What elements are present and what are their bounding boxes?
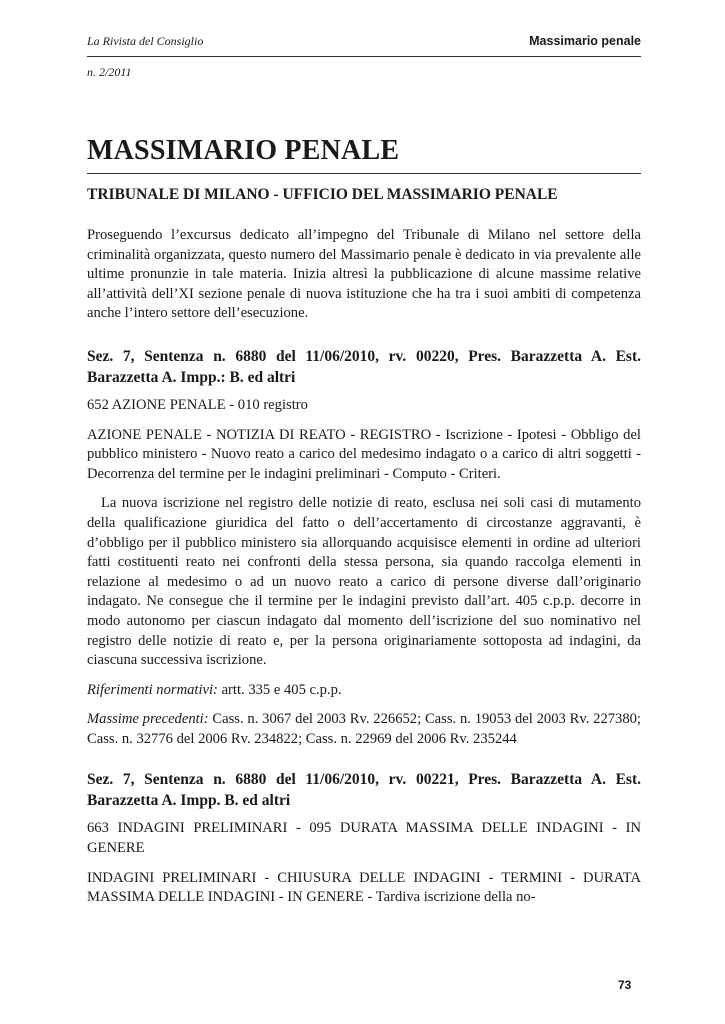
entry-previous-maxims [87, 710, 641, 749]
entry-keywords: INDAGINI PRELIMINARI - CHIUSURA DELLE INDAGINI - TERMINI - DURATA MASSIMA DELLE INDAGINI - IN GENERE - Tardiva iscrizione della no- [87, 869, 641, 906]
entry-body: La nuova iscrizione nel registro delle notizie di reato, esclusa nei soli casi di mutamento della qualificazione giuridica del fatto o dell’accertamento di circostanze aggravanti, è d’obbligo per il pubblico ministero sia allorquando acquisisce elementi in ordine ad ulteriori fatti costituenti reato nei confronti della stessa persona, sia quando raccolga elementi in relazione al medesimo o ad un nuovo reato a carico di persone diverse dall’originario indagato. Ne consegue che il termine per le indagini previsto dall’art. 405 c.p.p. decorre in modo autonomo per ciascun indagato dal momento dell’iscrizione del suo nominativo nel registro delle notizie di reato e, per la persona originariamente sottoposta ad indagini, da ciascuna successiva iscrizione. [87, 495, 641, 669]
previous-maxims-text: Cass. n. 3067 del 2003 Rv. 226652; Cass. n. 19053 del 2003 Rv. 227380; Cass. n. 32776 del 2006 Rv. 234822; Cass. n. 22969 del 2006 Rv. 235244 [87, 711, 641, 747]
entry-references [87, 681, 641, 701]
page-number: 73 [618, 978, 632, 992]
document-page [87, 34, 641, 908]
references-label: Riferimenti normativi: [87, 681, 218, 698]
title-rule [87, 173, 641, 174]
entry-keywords: AZIONE PENALE - NOTIZIA DI REATO - REGISTRO - Iscrizione - Ipotesi - Obbligo del pubblico ministero - Nuovo reato a carico del medesimo indagato o a carico di altri soggetti - Decorrenza del termine per le indagini preliminari - Computo - Criteri. [87, 426, 641, 482]
page-subtitle: TRIBUNALE DI MILANO - UFFICIO DEL MASSIMARIO PENALE [87, 186, 558, 203]
entry-classification: 663 INDAGINI PRELIMINARI - 095 DURATA MASSIMA DELLE INDAGINI - IN GENERE [87, 820, 641, 857]
previous-maxims-label: Massime precedenti: [87, 711, 209, 728]
running-header [87, 34, 641, 56]
entry-heading: Sez. 7, Sentenza n. 6880 del 11/06/2010, rv. 00221, Pres. Barazzetta A. Est. Barazzetta A. Impp. B. ed altri [87, 771, 641, 810]
entry-classification: 652 AZIONE PENALE - 010 registro [87, 396, 308, 413]
issue-number: n. 2/2011 [87, 65, 132, 79]
header-rule [87, 56, 641, 57]
section-name: Massimario penale [529, 34, 641, 48]
journal-name: La Rivista del Consiglio [87, 34, 204, 48]
entry-heading: Sez. 7, Sentenza n. 6880 del 11/06/2010, rv. 00220, Pres. Barazzetta A. Est. Barazzetta A. Impp.: B. ed altri [87, 347, 641, 386]
references-text: artt. 335 e 405 c.p.p. [217, 681, 342, 698]
page-title: MASSIMARIO PENALE [87, 135, 400, 166]
intro-paragraph: Proseguendo l’excursus dedicato all’impegno del Tribunale di Milano nel settore della criminalità organizzata, questo numero del Massimario penale è dedicato in via prevalente alle ultime pronunzie in tale materia. Inizia altresì la pubblicazione di alcune massime relative all’attività dell’XI sezione penale di nuova istituzione che ha tra i suoi ambiti di competenza anche l’intero settore dell’esecuzione. [87, 227, 641, 322]
